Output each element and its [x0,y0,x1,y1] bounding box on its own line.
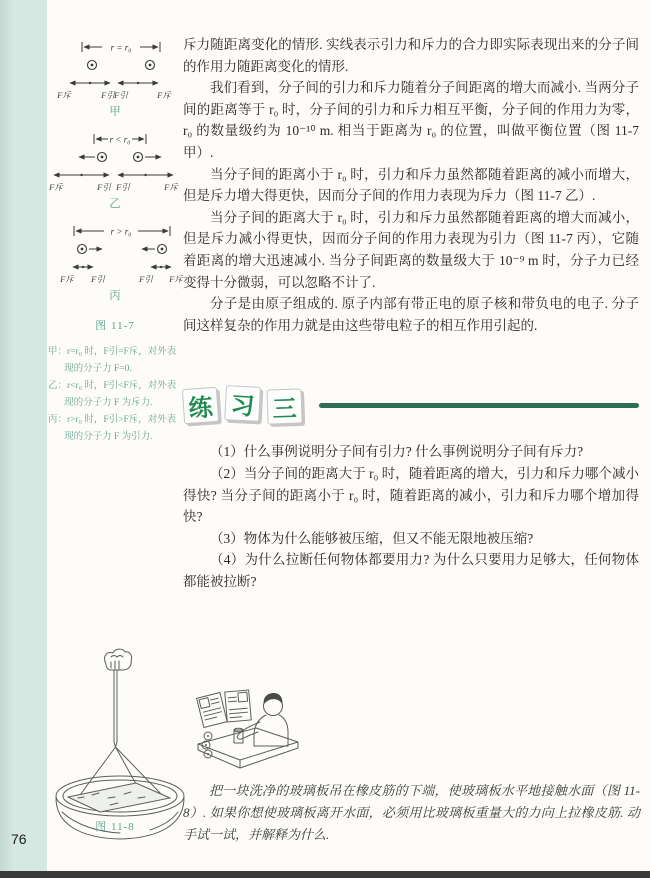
page-bottom-rule [0,871,650,878]
experiment-cartoon-illustration [194,688,304,782]
diagram-label-bing: 丙 [109,290,121,302]
figure-11-7-block-jia [48,40,182,119]
body-paragraph: 当分子间的距离小于 r₀ 时，引力和斥力虽然都随着距离的减小而增大，但是斥力增大得更快，因而分子间的作用力表现为斥力（图 11-7 乙）. [183,166,639,204]
exercise-question: （3）物体为什么能够被压缩，但又不能无限地被压缩? [210,530,534,546]
diagram-label-yi: 乙 [109,198,121,210]
main-text-column [183,34,639,592]
molecule-force-diagram-bing [48,224,183,286]
body-paragraph: 我们看到，分子间的引力和斥力随着分子间距离的增大而减小. 当两分子间的距离等于 r₀ 时，分子间的引力和斥力相互平衡，分子间的作用力为零，r₀ 的数量级约为 10⁻¹⁰ m. 相当于距离为 r₀ 的位置，叫做平衡位置（图 11-7 甲）. [183,80,639,160]
exercise-question: （4）为什么拉断任何物体都要用力? 为什么只要用力足够大，任何物体都能被拉断? [183,552,639,589]
exercise-section-header [183,382,639,428]
distance-label: r > r₀ [110,226,132,237]
caption-line: 甲：r=r₀ 时，F引=F斥，对外表现的分子力 F=0. [48,347,177,374]
body-paragraph: 分子是由原子组成的. 原子内部有带正电的原子核和带负电的电子. 分子间这样复杂的作用力就是由这些带电粒子的相互作用引起的. [183,296,639,333]
molecule-force-diagram-jia [48,40,180,102]
experiment-cartoon [194,688,304,782]
force-label: F引 [91,274,105,284]
force-label: F斥 [49,182,63,192]
exercise-question: （2）当分子间的距离大于 r₀ 时，随着距离的增大，引力和斥力哪个减小得快? 当分子间的距离小于 r₀ 时，随着距离的减小，引力和斥力哪个增加得快? [183,465,639,525]
exercise-question: （1）什么事例说明分子间有引力? 什么事例说明分子间有斥力? [210,444,584,460]
distance-label: r < r₀ [109,134,131,145]
caption-line: 丙：r>r₀ 时，F引>F斥，对外表现的分子力 F 为引力. [48,415,177,442]
force-label: F斥 [57,90,71,100]
force-label: F斥 [157,90,171,100]
body-paragraph: 当分子间的距离大于 r₀ 时，引力和斥力虽然都随着距离的增大而减小，但是斥力减小得更快，因而分子间的作用力表现为引力（图 11-7 丙），它随着距离的增大迅速减小. 当分子间距离的数量级大于 10⁻⁹ m 时，分子力已经变得十分微弱，可以忽略不计了. [183,209,639,290]
molecule-force-diagram-yi [48,132,180,194]
figure-11-7-caption [48,344,182,446]
figure-11-7-block-yi [48,132,182,211]
glass-plate-basin-illustration [40,648,190,816]
figure-11-7 [48,40,182,446]
caption-line: 乙：r<r₀ 时，F引<F斥，对外表现的分子力 F 为斥力. [48,381,177,408]
figure-11-7-block-bing [48,224,182,303]
force-label: F斥 [164,182,178,192]
exercise-title-char: 习 [224,385,261,422]
force-label: F引 [114,90,128,100]
exercise-section [183,382,639,592]
distance-label: r = r₀ [110,42,132,53]
page-number: 76 [11,831,27,847]
diagram-label-jia: 甲 [109,106,121,118]
force-label: F引 [139,274,153,284]
figure-11-8 [40,648,190,834]
force-label: F引 [97,182,111,192]
exercise-title-char: 三 [266,388,302,424]
body-paragraph: 斥力随距离变化的情形. 实线表示引力和斥力的合力即实际表现出来的分子间的作用力随距离变化的情形. [183,37,639,74]
figure-11-7-caption-title: 图 11-7 [95,320,135,332]
force-label: F斥 [60,274,74,284]
exercise-title-char: 练 [182,387,219,424]
force-label: F引 [116,182,130,192]
force-label: F斥 [169,274,183,284]
activity-text: 把一块洗净的玻璃板吊在橡皮筋的下端，使玻璃板水平地接触水面（图 11-8）. 如果你想使玻璃板离开水面，必须用比玻璃板重量大的力向上拉橡皮筋. 动手试一试，并解释为什么. [183,783,640,842]
exercise-questions [183,441,639,592]
figure-11-8-caption: 图 11-8 [95,821,135,833]
force-label: F引 [101,90,115,100]
exercise-header-rule [319,403,639,408]
